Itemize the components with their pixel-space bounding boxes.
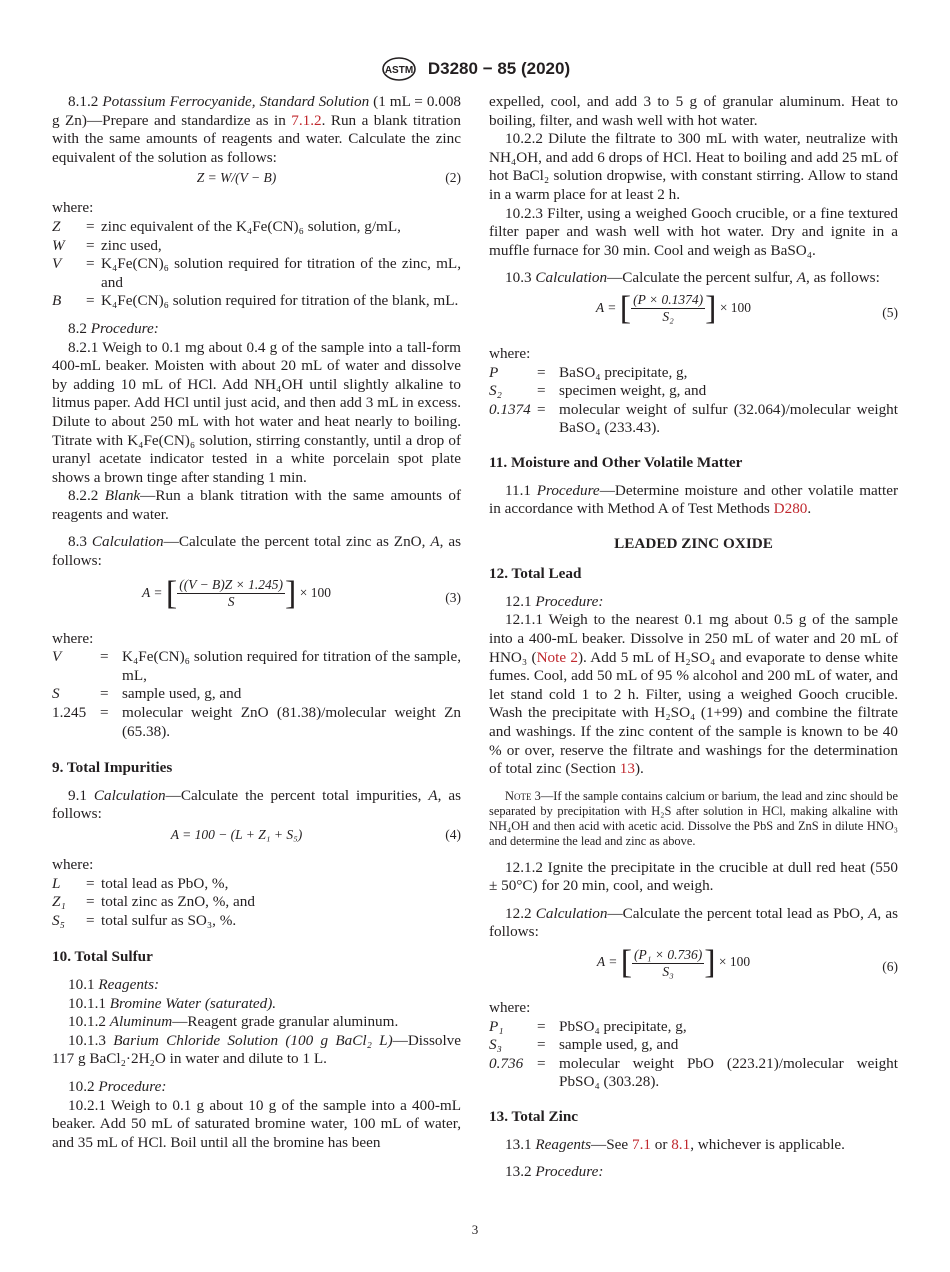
where-label: where:	[52, 199, 94, 217]
definitions-eq3	[52, 648, 461, 741]
para-10-2-2: 10.2.2 Dilute the filtrate to 300 mL with water, neutralize with NH₄OH, and add 6 drops of HCl. Heat to boiling and add 25 mL of hot BaCl₂ solution dropwise, with constant stirring. Allow to stand in a warm place for at least 2 h.	[489, 130, 898, 203]
para-10-2-1: 10.2.1 Weigh to 0.1 g about 10 g of the sample into a 400-mL beaker. Add 50 mL of saturated bromine water, 100 mL of water, and 35 mL of HCl. Boil until all the bromine has been	[52, 1096, 461, 1151]
link-note-2[interactable]: Note 2	[536, 648, 578, 666]
def-row: Z = zinc equivalent of the K₄Fe(CN)₆ solution, g/mL,	[52, 217, 401, 235]
link-8-1[interactable]: 8.1	[671, 1135, 691, 1153]
def-row: 0.736 = molecular weight PbO (223.21)/molecular weight PbSO₄ (303.28).	[489, 1054, 898, 1091]
para-10-2-3: 10.2.3 Filter, using a weighed Gooch crucible, or a fine textured filter paper and wash well with hot water. Dry and ignite in a muffle furnace for 30 min. Cool and weigh as BaSO₄.	[489, 204, 898, 259]
link-7-1-2[interactable]: 7.1.2	[291, 111, 322, 129]
para-10-3: 10.3 Calculation—Calculate the percent sulfur, A, as follows:	[505, 269, 880, 287]
definitions-eq4	[52, 875, 461, 931]
para-8-2: 8.2 Procedure:	[68, 319, 159, 337]
document-designation: D3280 − 85 (2020)	[427, 59, 571, 78]
def-row: V = K₄Fe(CN)₆ solution required for titration of the zinc, mL, and	[52, 255, 461, 291]
para-8-2-1: 8.2.1 Weigh to 0.1 mg about 0.4 g of the sample into a tall-form 400-mL beaker. Moisten with about 20 mL of water and dissolve by adding 10 mL of HCl. Add NH₄OH until slightly alkaline to litmus paper. Add HCl until just acid, and then add 3 mL in excess. Dilute to about 250 mL with hot water and heat nearly to boiling. Titrate with K₄Fe(CN)₆ solution, stirring constantly, until a drop of uranyl acetate indicator tested in a white porcelain spot plate shows a brown tinge after standing 1 min.	[52, 338, 461, 486]
where-label: where:	[52, 629, 94, 647]
def-row: W = zinc used,	[52, 236, 162, 254]
def-row: Z₁ = total zinc as ZnO, %, and	[52, 893, 255, 911]
para-13-1: 13.1 Reagents—See 7.1 or 8.1, whichever is applicable.	[505, 1135, 845, 1153]
definitions-eq6	[489, 1018, 898, 1092]
left-column	[52, 93, 461, 1152]
def-row: B = K₄Fe(CN)₆ solution required for titration of the blank, mL.	[52, 292, 459, 310]
para-8-3: 8.3 Calculation—Calculate the percent total zinc as ZnO, A, as follows:	[52, 533, 462, 570]
link-section-13[interactable]: 13	[619, 760, 635, 778]
para-9-1: 9.1 Calculation—Calculate the percent total impurities, A, as follows:	[52, 786, 462, 823]
where-label: where:	[489, 344, 531, 362]
para-12-1: 12.1 Procedure:	[505, 592, 604, 610]
para-10-2: 10.2 Procedure:	[68, 1077, 167, 1095]
def-row: 1.245 = molecular weight ZnO (81.38)/molecular weight Zn (65.38).	[52, 704, 461, 740]
section-13-heading: 13. Total Zinc	[489, 1107, 579, 1125]
note-3: Note 3—If the sample contains calcium or barium, the lead and zinc should be separated by precipitation with H₂S after solution in HCl, making alkaline with NH₄OH and then acid with acetic acid. Dissolve the PbS and ZnS in dilute HNO₃ and determine the lead and zinc as above.	[489, 788, 898, 849]
def-row: 0.1374 = molecular weight of sulfur (32.064)/molecular weight BaSO₄ (233.43).	[489, 400, 898, 437]
where-label: where:	[489, 999, 531, 1016]
def-row: S₅ = total sulfur as SO₃, %.	[52, 911, 237, 929]
page-header	[0, 56, 950, 82]
astm-logo-icon	[380, 56, 418, 82]
def-row: S₃ = sample used, g, and	[489, 1036, 679, 1054]
para-11-1: 11.1 Procedure—Determine moisture and other volatile matter in accordance with Method A of Test Methods D280.	[489, 481, 899, 518]
definitions-eq2	[52, 218, 461, 311]
para-10-1: 10.1 Reagents:	[68, 975, 160, 993]
section-11-heading: 11. Moisture and Other Volatile Matter	[489, 453, 743, 471]
link-d280[interactable]: D280	[773, 500, 808, 518]
link-7-1[interactable]: 7.1	[631, 1135, 651, 1153]
section-12-heading: 12. Total Lead	[489, 565, 582, 583]
equation-2: Z = W/(V − B) (2)	[196, 170, 461, 186]
para-12-1-1: 12.1.1 Weigh to the nearest 0.1 mg about 0.5 g of the sample into a 400-mL beaker. Dissolve in 250 mL of water and 20 mL of HNO₃ (Note 2). Add 5 mL of H₂SO₄ and evaporate to dense white fumes. Cool, add 50 mL of 95 % alcohol and 200 mL of water, and let stand cold 1 to 2 h. Filter, using a weighed Gooch crucible. Wash the precipitate with H₂SO₄ (1+99) and combine the filtrate and washings. If the zinc content of the sample is known to be 40 % or over, reserve the filtrate and washings for the determination of total zinc (Section 13).	[489, 611, 898, 778]
where-label: where:	[52, 856, 94, 873]
equation-5: A = [ $\frac{(P \times 0.1374)}{\text{S₂}}$ ] × 100 (5)	[595, 289, 898, 327]
def-row: V = K₄Fe(CN)₆ solution required for titration of the sample, mL,	[52, 648, 461, 684]
equation-3: A = [ $\frac{((V - B)Z \times 1.245)}{S}$ ] × 100 (3)	[142, 574, 461, 612]
def-row: S₂ = specimen weight, g, and	[489, 382, 707, 400]
para-10-1-3: 10.1.3 Barium Chloride Solution (100 g BaCl₂ L)—Dissolve 117 g BaCl₂·2H₂O in water and dilute to 1 L.	[52, 1031, 461, 1068]
para-13-2: 13.2 Procedure:	[505, 1163, 604, 1181]
def-row: S = sample used, g, and	[52, 685, 242, 703]
def-row: P₁ = PbSO₄ precipitate, g,	[489, 1017, 687, 1035]
def-row: L = total lead as PbO, %,	[52, 874, 229, 892]
para-8-2-2: 8.2.2 Blank—Run a blank titration with the same amounts of reagents and water.	[52, 487, 461, 523]
right-column	[489, 93, 898, 1182]
section-9-heading: 9. Total Impurities	[52, 759, 173, 777]
section-10-heading: 10. Total Sulfur	[52, 948, 153, 966]
page-number: 3	[471, 1222, 479, 1237]
para-12-2: 12.2 Calculation—Calculate the percent total lead as PbO, A, as follows:	[489, 904, 898, 941]
para-10-2-1-continued: expelled, cool, and add 3 to 5 g of granular aluminum. Heat to boiling, filter, and wash well with hot water.	[489, 93, 898, 129]
para-10-1-1: 10.1.1 Bromine Water (saturated).	[68, 994, 277, 1012]
def-row: P = BaSO₄ precipitate, g,	[489, 363, 688, 381]
equation-6: A = [ $\frac{\text{(P₁ × 0.736)}}{\text{S₃}}$ ] × 100 (6)	[596, 944, 898, 981]
para-10-1-2: 10.1.2 Aluminum—Reagent grade granular aluminum.	[68, 1013, 399, 1031]
leaded-zinc-oxide-heading: LEADED ZINC OXIDE	[614, 534, 773, 552]
definitions-eq5	[489, 364, 898, 438]
logo-text: ASTM	[384, 65, 414, 76]
para-8-1-2: 8.1.2 Potassium Ferrocyanide, Standard Solution (1 mL = 0.008 g Zn)—Prepare and standardize as in 7.1.2. Run a blank titration with the same amounts of reagents and water. Calculate the zinc equivalent of the solution as follows:	[52, 93, 462, 166]
equation-4: A = 100 − (L + Z₁ + S₅) (4)	[170, 827, 461, 842]
para-12-1-2: 12.1.2 Ignite the precipitate in the crucible at dull red heat (550 ± 50°C) for 20 min, cool, and weigh.	[489, 858, 898, 895]
